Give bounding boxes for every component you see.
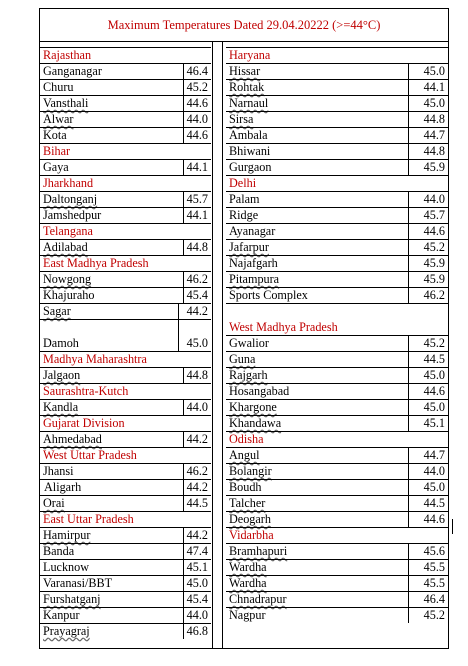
station-row <box>40 319 211 351</box>
station-name: Vansthali <box>43 96 89 110</box>
table-title: Maximum Temperatures Dated 29.04.20222 (>=44°C) <box>40 9 448 42</box>
station-row <box>226 415 448 431</box>
region-name: West Madhya Pradesh <box>229 320 338 334</box>
region-name: Rajasthan <box>43 48 92 62</box>
region-name: Saurashtra-Kutch <box>43 384 129 398</box>
station-name: Angul <box>229 448 260 462</box>
station-name: Khajuraho <box>43 288 95 302</box>
station-name: Gaya <box>43 160 69 174</box>
station-name: Ganganagar <box>43 64 102 78</box>
temperature-value: 45.2 <box>408 336 448 351</box>
temperature-value: 45.0 <box>408 96 448 111</box>
station-name: Jalgaon <box>43 368 81 382</box>
region-header <box>40 415 211 431</box>
station-row <box>40 239 211 255</box>
temperature-value: 45.0 <box>178 320 211 351</box>
station-name: Boudh <box>229 480 262 494</box>
station-name: Ridge <box>229 208 259 222</box>
region-name: East Madhya Pradesh <box>43 256 149 270</box>
temperature-value: 44.8 <box>183 240 211 255</box>
station-name: Kota <box>43 128 67 142</box>
temperature-value: 47.4 <box>183 544 211 559</box>
temperature-value: 44.6 <box>183 128 211 143</box>
temperature-value: 44.1 <box>408 80 448 95</box>
station-name: Sirsa <box>229 112 254 126</box>
temperature-value: 44.0 <box>183 400 211 415</box>
station-row <box>40 95 211 111</box>
temperature-value: 45.0 <box>408 368 448 383</box>
station-name: Damoh <box>43 336 79 350</box>
temperature-value: 45.9 <box>408 256 448 271</box>
station-row <box>226 591 448 607</box>
station-row <box>226 287 448 303</box>
station-row <box>40 271 211 287</box>
station-row <box>40 191 211 207</box>
station-name: Hosangabad <box>229 384 290 398</box>
station-row <box>226 367 448 383</box>
station-name: Ambala <box>229 128 268 142</box>
region-header <box>40 175 211 191</box>
station-name: Talcher <box>229 496 266 510</box>
station-row <box>226 79 448 95</box>
station-name: Ahmedabad <box>43 432 102 446</box>
station-name: Orai <box>43 496 65 510</box>
station-name: Banda <box>43 544 75 558</box>
column-divider <box>212 42 213 648</box>
temperature-value: 44.6 <box>408 384 448 399</box>
region-header <box>40 47 211 63</box>
temperature-value: 44.6 <box>183 96 211 111</box>
temperature-value: 44.1 <box>183 160 211 175</box>
station-name: Rohtak <box>229 80 265 94</box>
station-row <box>226 383 448 399</box>
station-name: Lucknow <box>43 560 90 574</box>
region-name: Gujarat Division <box>43 416 125 430</box>
station-row <box>226 271 448 287</box>
station-name: Najafgarh <box>229 256 278 270</box>
temperature-value: 44.7 <box>408 448 448 463</box>
temperature-value: 44.6 <box>408 224 448 239</box>
station-name: Rajgarh <box>229 368 268 382</box>
region-header <box>226 175 448 191</box>
station-row <box>40 495 211 511</box>
station-name: Alwar <box>43 112 74 126</box>
station-name: Gurgaon <box>229 160 272 174</box>
station-row <box>40 287 211 303</box>
temperature-value: 44.2 <box>183 432 211 447</box>
station-row <box>40 303 211 319</box>
station-row <box>40 207 211 223</box>
station-name: Bramhapuri <box>229 544 288 558</box>
station-row <box>40 63 211 79</box>
station-row <box>226 95 448 111</box>
region-header <box>40 511 211 527</box>
station-row <box>226 239 448 255</box>
temperature-value: 44.8 <box>408 112 448 127</box>
station-row <box>226 111 448 127</box>
column-divider <box>222 42 223 648</box>
station-row <box>40 479 211 495</box>
temperature-value: 45.0 <box>408 480 448 495</box>
region-header <box>226 303 448 335</box>
temperature-value: 44.5 <box>408 496 448 511</box>
station-name: Nowgong <box>43 272 92 286</box>
station-row <box>226 255 448 271</box>
station-name: Daltonganj <box>43 192 98 206</box>
station-row <box>226 63 448 79</box>
station-row <box>40 463 211 479</box>
station-name: Palam <box>229 192 260 206</box>
temperature-value: 44.5 <box>183 496 211 511</box>
station-name: Guna <box>229 352 256 366</box>
region-header <box>40 447 211 463</box>
station-name: Khandawa <box>229 416 282 430</box>
temperature-value: 44.8 <box>408 144 448 159</box>
station-row <box>226 607 448 623</box>
region-name: Madhya Maharashtra <box>43 352 147 366</box>
temperature-value: 45.1 <box>183 560 211 575</box>
temperature-value: 46.4 <box>408 592 448 607</box>
station-row <box>226 335 448 351</box>
temperature-value: 44.2 <box>178 304 211 319</box>
temperature-value: 45.9 <box>408 160 448 175</box>
station-name: Chnadrapur <box>229 592 287 606</box>
temperature-value: 45.1 <box>408 416 448 431</box>
region-name: Telangana <box>43 224 93 238</box>
temperature-value: 45.2 <box>183 80 211 95</box>
station-name: Varanasi/BBT <box>43 576 113 590</box>
temperature-value: 45.2 <box>408 608 448 623</box>
temperature-value: 44.2 <box>183 480 211 495</box>
station-row <box>226 159 448 175</box>
station-row <box>40 623 211 639</box>
temperature-value: 45.7 <box>183 192 211 207</box>
station-row <box>226 207 448 223</box>
region-name: Odisha <box>229 432 264 446</box>
station-row <box>226 191 448 207</box>
text-cursor <box>452 519 453 534</box>
temperature-value: 44.7 <box>408 128 448 143</box>
temperature-value: 46.2 <box>183 272 211 287</box>
station-name: Deogarh <box>229 512 271 526</box>
temperature-value: 44.2 <box>183 528 211 543</box>
station-row <box>40 559 211 575</box>
station-row <box>40 431 211 447</box>
station-row <box>40 399 211 415</box>
station-row <box>226 351 448 367</box>
region-name: Jharkhand <box>43 176 94 190</box>
station-name: Nagpur <box>229 608 266 622</box>
station-row <box>226 575 448 591</box>
station-row <box>40 575 211 591</box>
station-name: Wardha <box>229 576 267 590</box>
station-name: Aligarh <box>44 480 82 494</box>
station-name: Jafarpur <box>229 240 269 254</box>
station-name: Sports Complex <box>229 288 308 302</box>
station-name: Kandla <box>43 400 79 414</box>
temperature-value: 45.2 <box>408 240 448 255</box>
temperature-value: 46.4 <box>183 64 211 79</box>
station-name: Kanpur <box>43 608 80 622</box>
temperature-value: 44.0 <box>408 464 448 479</box>
station-name: Wardha <box>229 560 267 574</box>
temperature-value: 45.4 <box>183 592 211 607</box>
station-row <box>40 607 211 623</box>
region-header <box>226 47 448 63</box>
region-name: West Uttar Pradesh <box>43 448 137 462</box>
region-header <box>226 431 448 447</box>
temperature-value: 44.0 <box>408 192 448 207</box>
station-row <box>40 543 211 559</box>
station-name: Hissar <box>229 64 261 78</box>
station-row <box>226 511 448 527</box>
station-name: Jamshedpur <box>43 208 102 222</box>
station-name: Gwalior <box>229 336 269 350</box>
temperature-value: 44.5 <box>408 352 448 367</box>
region-header <box>40 351 211 367</box>
temperature-value: 45.4 <box>183 288 211 303</box>
station-row <box>226 559 448 575</box>
station-name: Furshatganj <box>43 592 101 606</box>
station-name: Pitampura <box>229 272 280 286</box>
station-name: Sagar <box>43 304 71 318</box>
region-name: East Uttar Pradesh <box>43 512 134 526</box>
temperature-value: 44.0 <box>183 112 211 127</box>
station-row <box>226 223 448 239</box>
temperature-value: 45.0 <box>183 576 211 591</box>
region-header <box>40 223 211 239</box>
station-name: Bolangir <box>229 464 272 478</box>
station-name: Prayagraj <box>43 624 90 638</box>
region-name: Bihar <box>43 144 71 158</box>
station-row <box>40 79 211 95</box>
station-name: Jhansi <box>43 464 74 478</box>
temperature-value: 45.0 <box>408 64 448 79</box>
station-name: Narnaul <box>229 96 269 110</box>
temperature-value: 45.6 <box>408 544 448 559</box>
station-name: Khargone <box>229 400 277 414</box>
station-name: Hamirpur <box>43 528 91 542</box>
station-row <box>226 399 448 415</box>
station-name: Ayanagar <box>229 224 276 238</box>
station-row <box>226 447 448 463</box>
station-row <box>40 591 211 607</box>
station-row <box>226 127 448 143</box>
station-row <box>40 367 211 383</box>
station-row <box>226 543 448 559</box>
temperature-value: 45.5 <box>408 576 448 591</box>
station-row <box>40 111 211 127</box>
temperature-value: 46.2 <box>183 464 211 479</box>
station-name: Bhiwani <box>229 144 271 158</box>
station-row <box>40 127 211 143</box>
station-row <box>40 159 211 175</box>
region-header <box>40 383 211 399</box>
temperature-value: 44.6 <box>408 512 448 527</box>
temperature-value: 44.0 <box>183 608 211 623</box>
station-row <box>226 495 448 511</box>
region-name: Vidarbha <box>229 528 274 542</box>
station-row <box>226 143 448 159</box>
station-name: Churu <box>43 80 74 94</box>
temperature-value: 46.8 <box>183 624 211 639</box>
region-header <box>226 527 448 543</box>
station-row <box>40 527 211 543</box>
region-name: Haryana <box>229 48 271 62</box>
station-name: Adilabad <box>43 240 88 254</box>
temperature-value: 45.5 <box>408 560 448 575</box>
station-row <box>226 463 448 479</box>
station-row <box>226 479 448 495</box>
temperature-value: 46.2 <box>408 288 448 303</box>
temperature-value: 45.7 <box>408 208 448 223</box>
region-header <box>40 255 211 271</box>
temperature-value: 44.1 <box>183 208 211 223</box>
temperature-value: 44.8 <box>183 368 211 383</box>
region-name: Delhi <box>229 176 257 190</box>
region-header <box>40 143 211 159</box>
temperature-value: 45.9 <box>408 272 448 287</box>
temperature-value: 45.0 <box>408 400 448 415</box>
